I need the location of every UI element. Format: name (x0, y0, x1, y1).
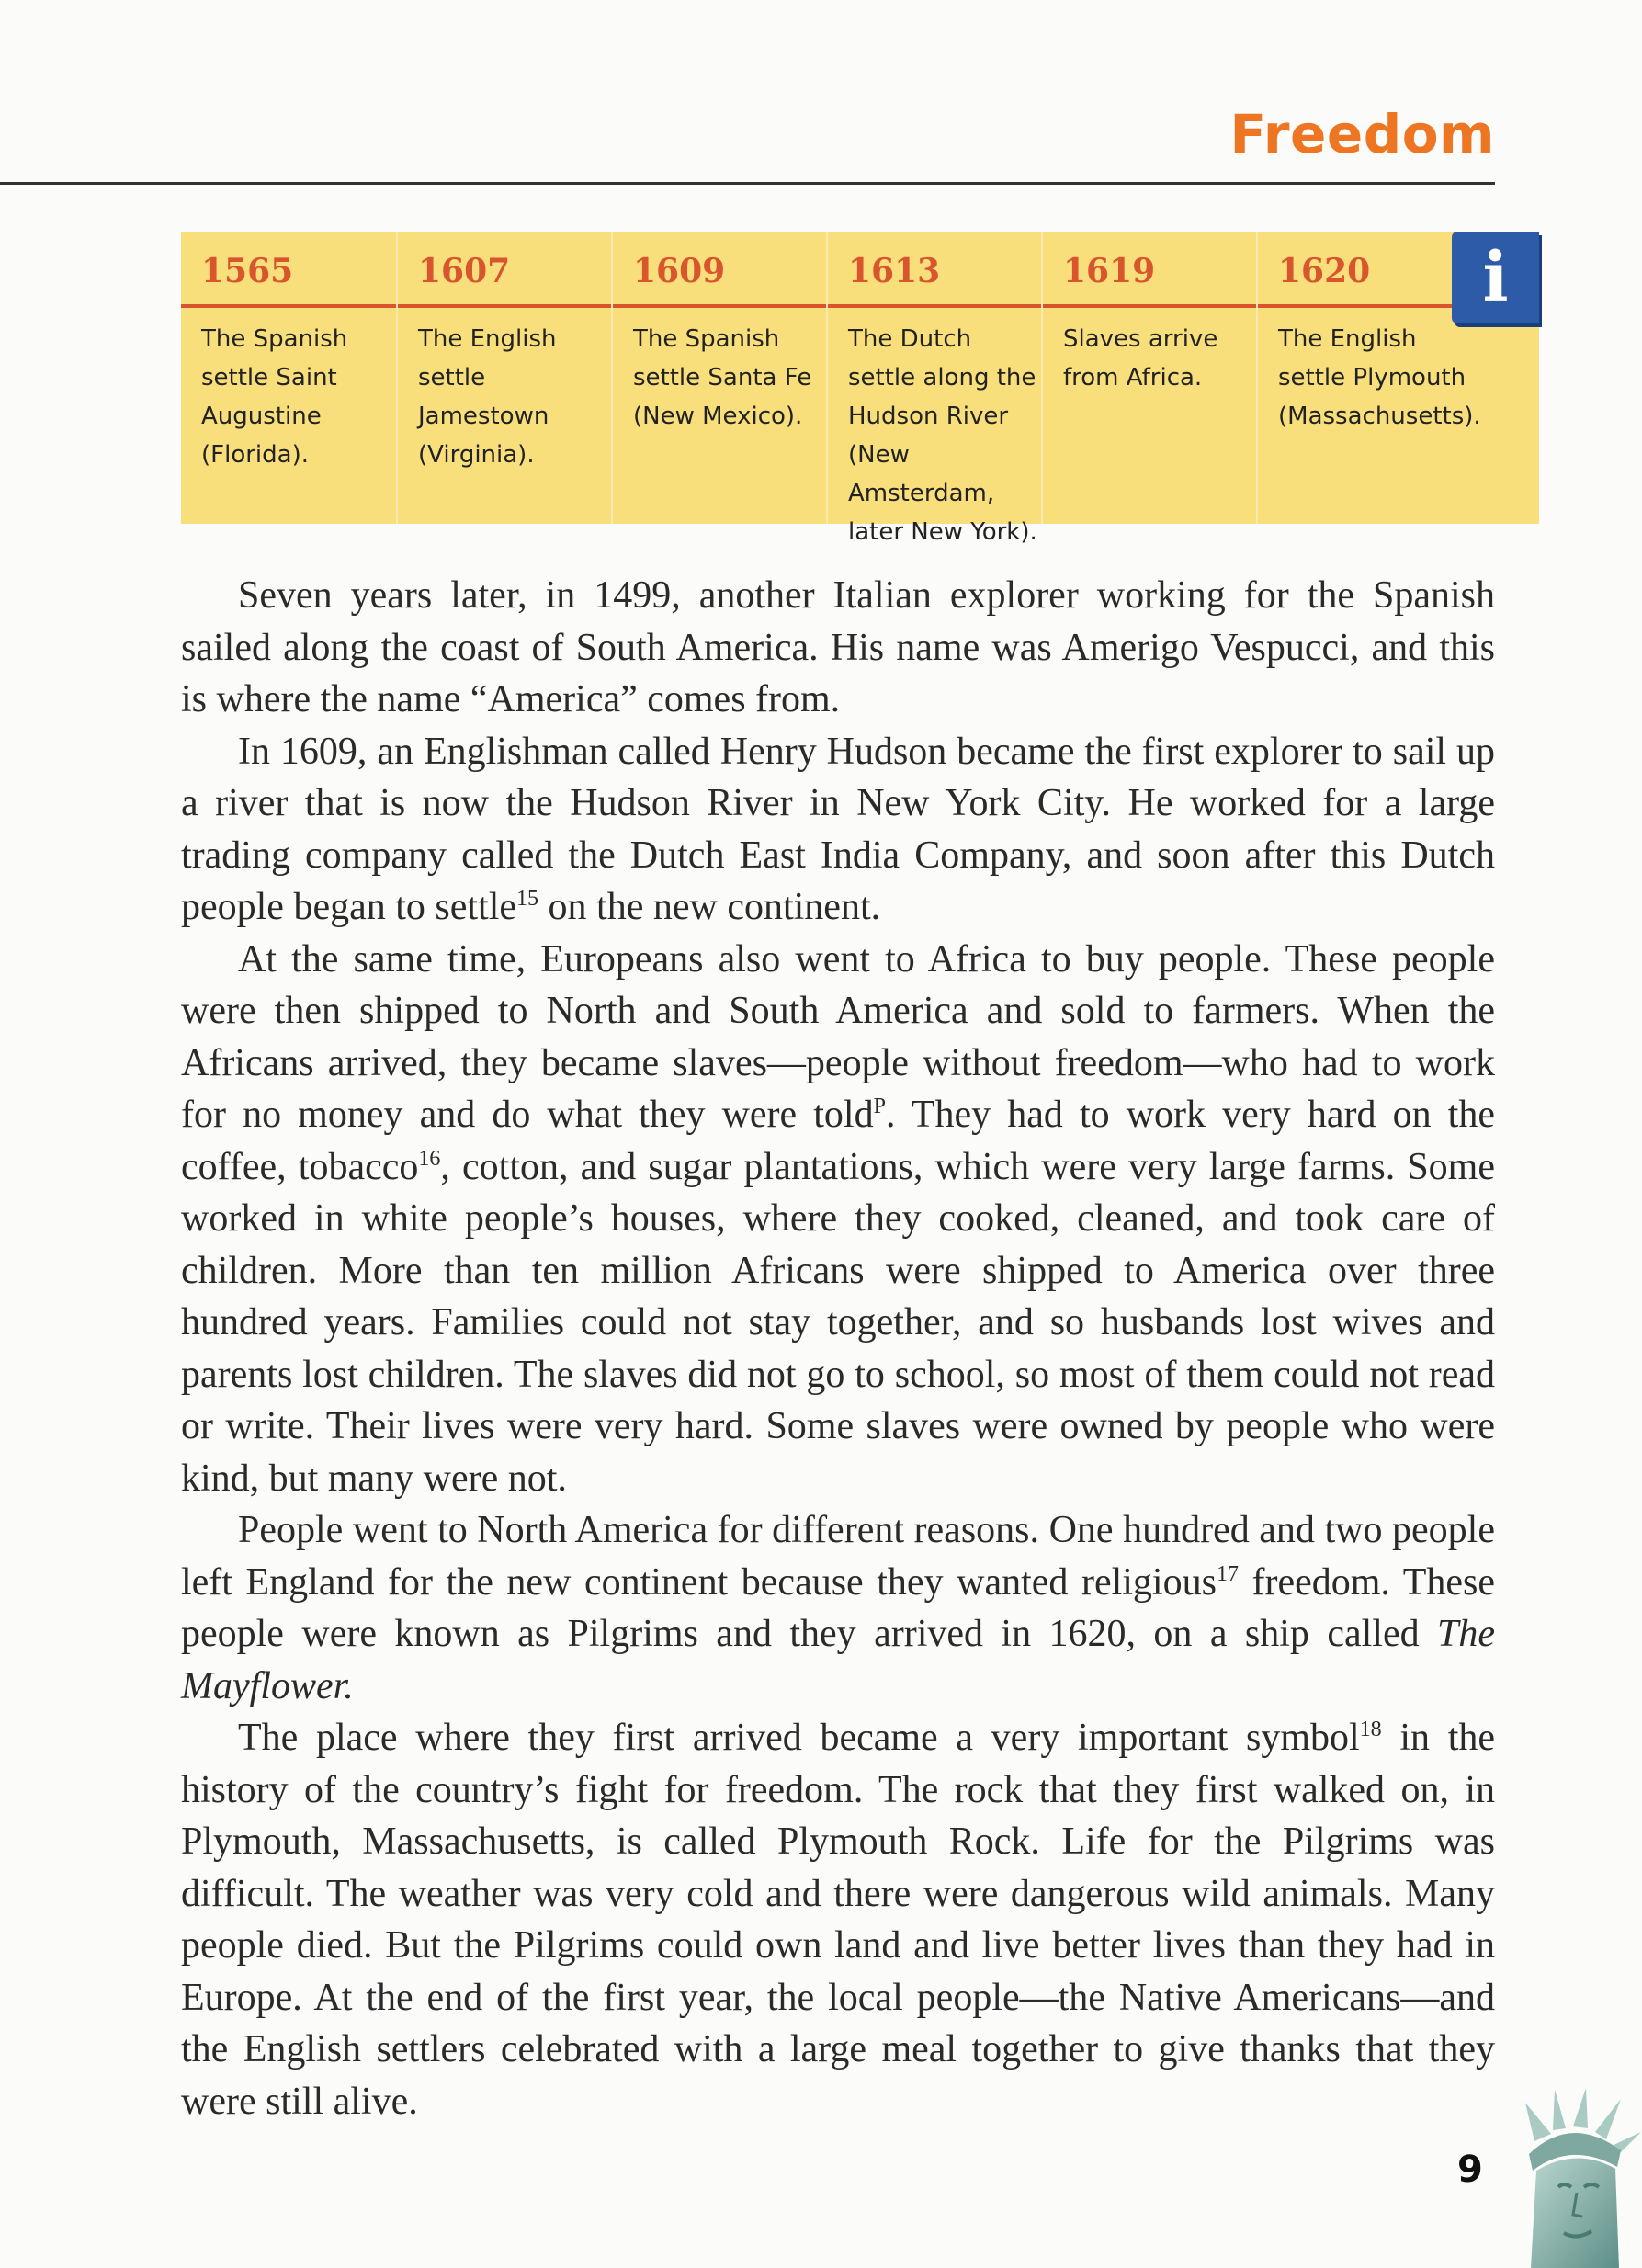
timeline-year: 1565 (201, 252, 294, 290)
paragraph-text: At the same time, Europeans also went to Africa to buy people. These people were then shipped to North and South America and sold to farmers. When the Africans arrived, they became slaves—people without freedom—who had to work for no money and do what they were told (181, 937, 1495, 1136)
paragraph-text: , cotton, and sugar plantations, which were very large farms. Some worked in white people’s houses, where they cooked, cleaned, and took care of children. More than ten million Africans were shipped to America over three hundred years. Families could not stay together, and so husbands lost wives and parents lost children. The slaves did not go to school, so most of them could not read or write. Their lives were very hard. Some slaves were owned by people who were kind, but many were not. (181, 1145, 1495, 1500)
timeline-event: The Spanish settle Santa Fe (New Mexico). (633, 325, 812, 430)
ship-name: The Mayflower. (181, 1613, 1495, 1707)
paragraph-text: on the new continent. (538, 886, 881, 928)
paragraph (181, 1504, 1495, 1712)
footnote-ref: 15 (516, 887, 539, 911)
paragraph-text: . They had to work very hard on the coffee, tobacco (181, 1094, 1495, 1188)
timeline-event: The English settle Jamestown (Virginia). (418, 325, 557, 469)
timeline-item (181, 232, 396, 524)
timeline-year: 1607 (418, 252, 511, 290)
timeline-year: 1613 (848, 252, 941, 290)
paragraph (181, 570, 1495, 726)
paragraph-text: freedom. These people were known as Pilgrims and they arrived in 1620, on a ship called (181, 1560, 1495, 1655)
timeline-year: 1609 (633, 252, 726, 290)
timeline-event: The Dutch settle along the Hudson River (New Amsterdam, later New York). (848, 325, 1037, 546)
timeline-box (181, 232, 1539, 546)
paragraph-text: Seven years later, in 1499, another Italian explorer working for the Spanish sailed along the coast of South America. His name was Amerigo Vespucci, and this is where the name “America” comes from. (181, 574, 1495, 720)
paragraph (181, 726, 1495, 934)
timeline-event: Slaves arrive from Africa. (1063, 325, 1218, 391)
timeline-year: 1620 (1278, 252, 1371, 290)
paragraph (181, 1712, 1495, 2127)
paragraph-text: The place where they first arrived became a very important symbol (238, 1717, 1360, 1759)
timeline-event: The Spanish settle Saint Augustine (Florida). (201, 325, 348, 469)
article-body (181, 570, 1495, 2127)
timeline-year: 1619 (1063, 252, 1156, 290)
timeline-item (611, 232, 828, 524)
info-icon (1452, 232, 1539, 323)
footnote-ref: 18 (1359, 1718, 1382, 1741)
timeline-item (826, 232, 1043, 546)
paragraph-text: People went to North America for different reasons. One hundred and two people left England for the new continent because they wanted religious (181, 1509, 1495, 1604)
paragraph (181, 934, 1495, 1505)
timeline-item (1256, 232, 1481, 524)
info-glyph: i (1482, 238, 1509, 317)
page-title: Freedom (1229, 103, 1495, 165)
footnote-ref: 17 (1216, 1561, 1239, 1586)
timeline-item (396, 232, 613, 524)
timeline-item (1041, 232, 1258, 524)
timeline-event: The English settle Plymouth (Massachusetts). (1278, 325, 1481, 430)
footnote-ref: 16 (418, 1146, 441, 1171)
statue-of-liberty-icon (1507, 2086, 1642, 2268)
header-rule (0, 182, 1495, 185)
footnote-ref: P (873, 1094, 886, 1118)
paragraph-text: In 1609, an Englishman called Henry Hudson became the first explorer to sail up a river that is now the Hudson River in New York City. He worked for a large trading company called the Dutch East India Company, and soon after this Dutch people began to settle (181, 730, 1495, 928)
page-number: 9 (1457, 2149, 1483, 2191)
paragraph-text: in the history of the country’s fight for freedom. The rock that they first walked on, in Plymouth, Massachusetts, is called Plymouth Rock. Life for the Pilgrims was difficult. The weather was very cold and there were dangerous wild animals. Many people died. But the Pilgrims could own land and live better lives than they had in Europe. At the end of the first year, the local people—the Native Americans—and the English settlers celebrated with a large meal together to give thanks that they were still alive. (181, 1717, 1496, 2123)
